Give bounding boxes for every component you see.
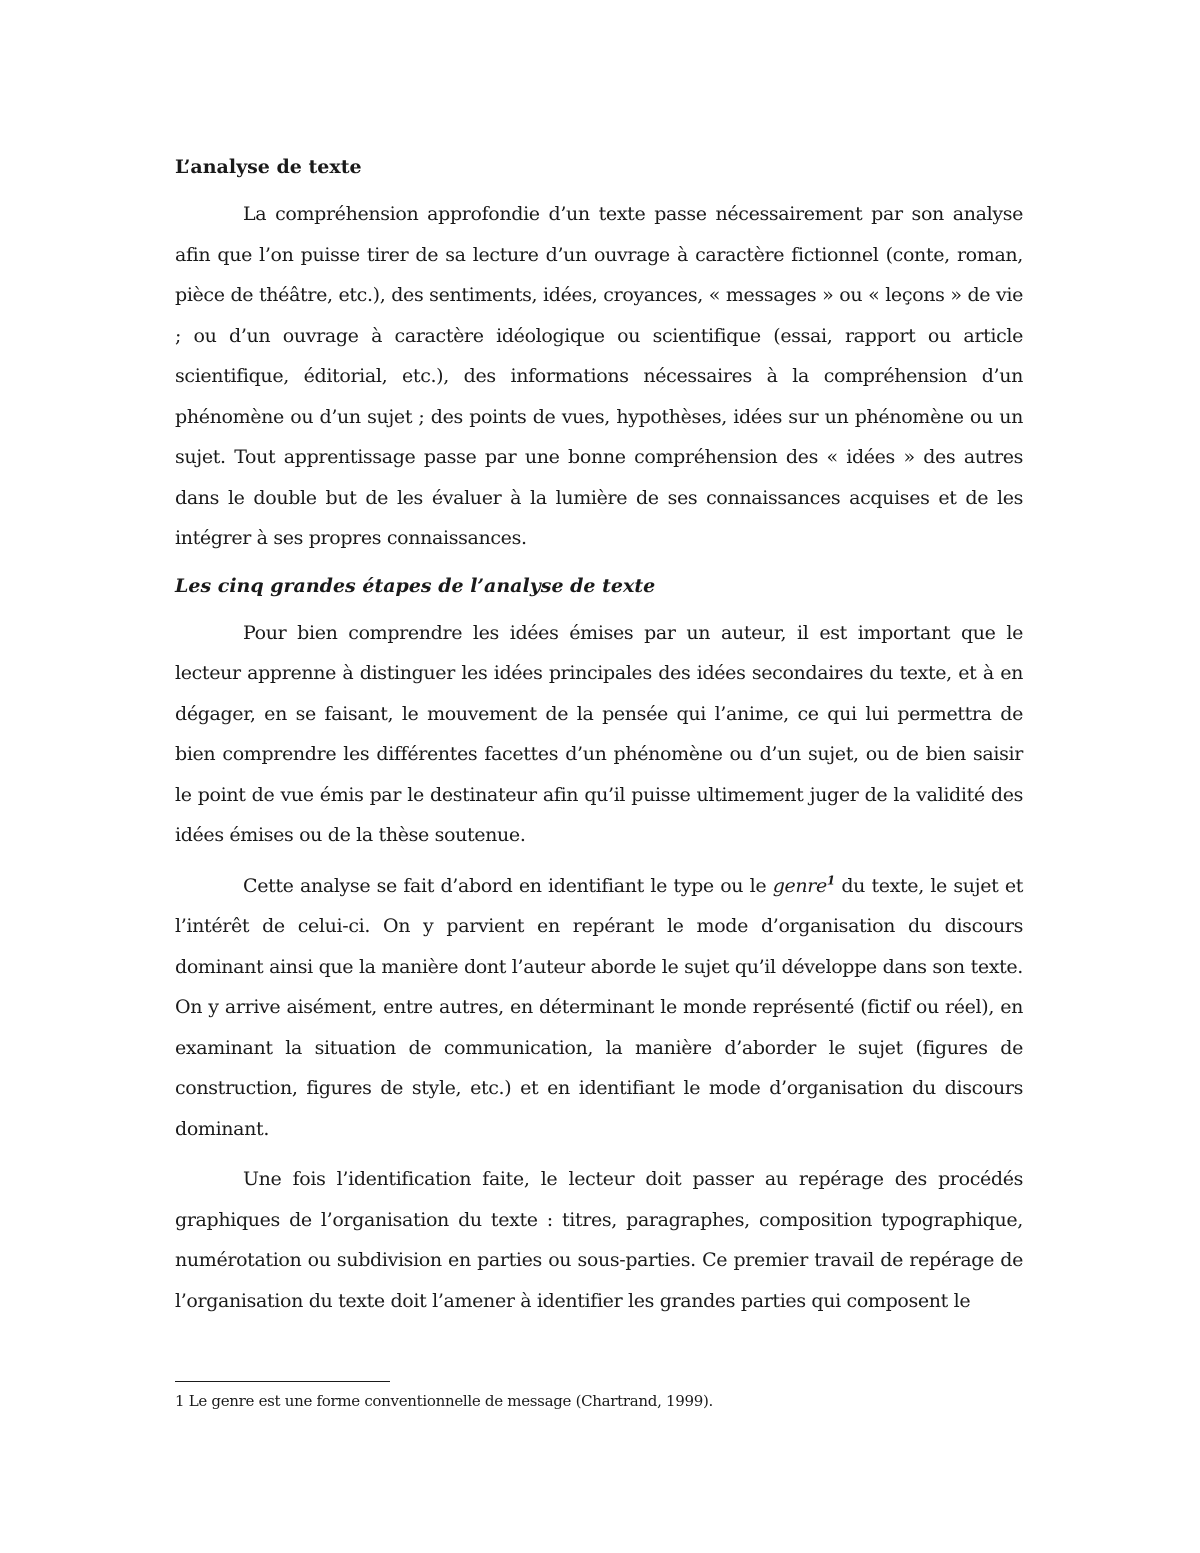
paragraph-text-after: du texte, le sujet et l’intérêt de celui-ci. On y parvient en repérant le mode d’organisation du discours dominant ainsi que la manière dont l’auteur aborde le sujet qu’il développe dans son texte. On y arrive aisément, entre autres, en déterminant le monde représenté (fictif ou réel), en examinant la situation de communication, la manière d’aborder le sujet (figures de construction, figures de style, etc.) et en identifiant le mode d’organisation du discours dominant.: [175, 874, 1023, 1140]
document-title: L’analyse de texte: [175, 156, 362, 178]
footnote-separator: [175, 1381, 390, 1382]
section-title: Les cinq grandes étapes de l’analyse de texte: [175, 574, 656, 597]
footnote: 1 Le genre est une forme conventionnelle de message (Chartrand, 1999).: [175, 1392, 713, 1410]
paragraph-introduction: La compréhension approfondie d’un texte passe nécessairement par son analyse afin que l’on puisse tirer de sa lecture d’un ouvrage à caractère fictionnel (conte, roman, pièce de théâtre, etc.), des sentiments, idées, croyances, « messages » ou « leçons » de vie ; ou d’un ouvrage à caractère idéologique ou scientifique (essai, rapport ou article scientifique, éditorial, etc.), des informations nécessaires à la compréhension d’un phénomène ou d’un sujet ; des points de vues, hypothèses, idées sur un phénomène ou un sujet. Tout apprentissage passe par une bonne compréhension des « idées » des autres dans le double but de les évaluer à la lumière de ses connaissances acquises et de les intégrer à ses propres connaissances.: [175, 203, 1023, 549]
paragraph-main-ideas: Pour bien comprendre les idées émises par un auteur, il est important que le lecteur apprenne à distinguer les idées principales des idées secondaires du texte, et à en dégager, en se faisant, le mouvement de la pensée qui l’anime, ce qui lui permettra de bien comprendre les différentes facettes d’un phénomène ou d’un sujet, ou de bien saisir le point de vue émis par le destinateur afin qu’il puisse ultimement juger de la validité des idées émises ou de la thèse soutenue.: [175, 621, 1023, 846]
footnote-reference: 1: [826, 873, 835, 888]
document-page: [175, 150, 1023, 1331]
genre-emphasis: genre: [772, 874, 827, 897]
paragraph-analysis-type: [175, 866, 1023, 1150]
paragraph-text-before: Cette analyse se fait d’abord en identifiant le type ou le: [243, 874, 773, 897]
paragraph-graphic-markers: Une fois l’identification faite, le lecteur doit passer au repérage des procédés graphiques de l’organisation du texte : titres, paragraphes, composition typographique, numérotation ou subdivision en parties ou sous-parties. Ce premier travail de repérage de l’organisation du texte doit l’amener à identifier les grandes parties qui composent le: [175, 1168, 1023, 1312]
